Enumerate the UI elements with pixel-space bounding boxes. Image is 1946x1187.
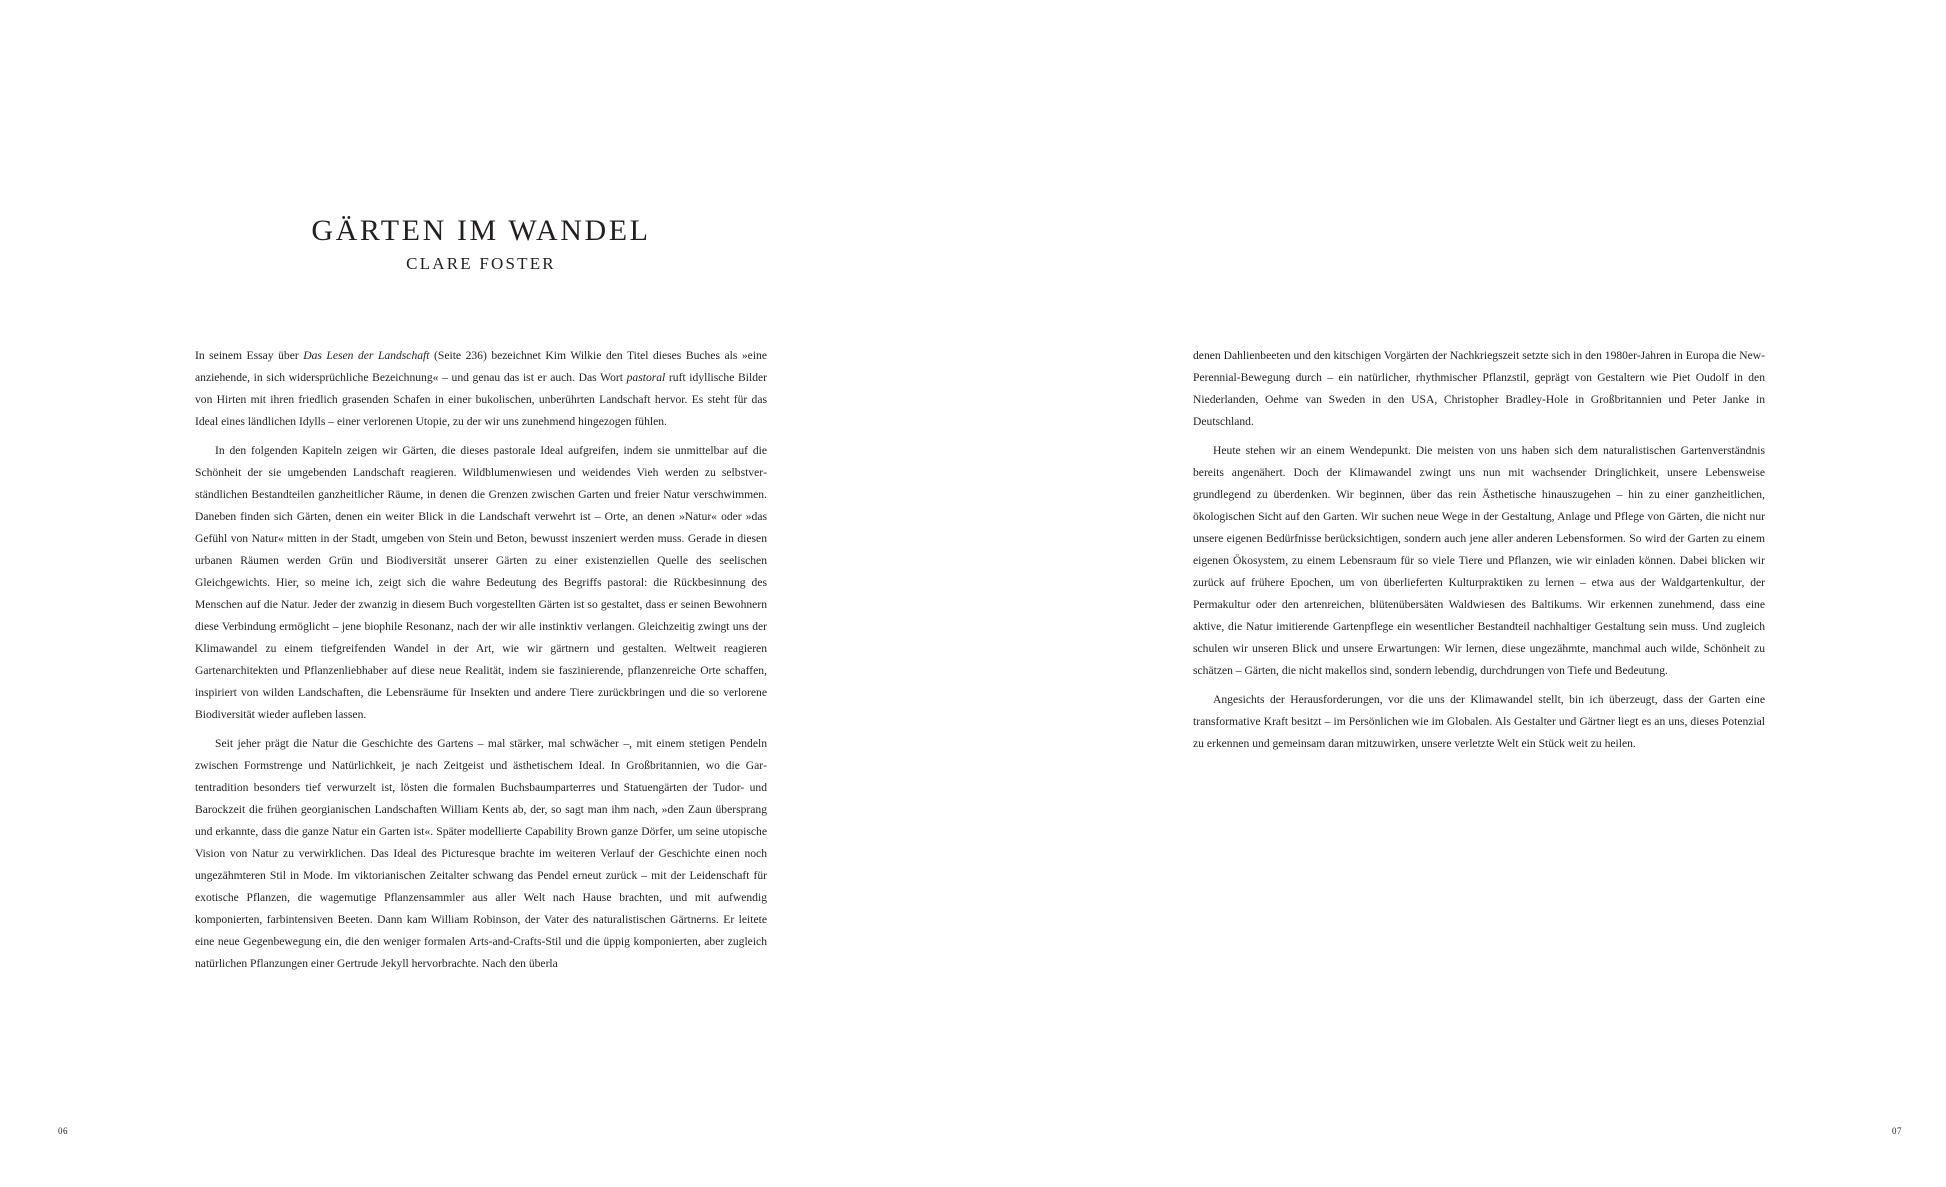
term-pastoral: pastoral [626,371,666,384]
book-title-reference: Das Lesen der Landschaft [303,349,430,362]
essay-header [195,214,767,274]
essay-author: CLARE FOSTER [406,254,556,273]
paragraph-3: Seit jeher prägt die Natur die Geschichte des Gartens – mal stärker, mal schwächer –, mit einem stetigen Pendeln zwischen Formstrenge und Natürlichkeit, je nach Zeitgeist und ästhetischem Ideal. In Großbritannien, wo die Gartentradition besonders tief verwurzelt ist, lösten die formalen Buchsbaumparterres und Statuengärten der Tudor- und Barockzeit die frühen georgianischen Landschaften William Kents ab, der, so sagt man ihm nach, »den Zaun übersprang und erkannte, dass die ganze Natur ein Garten ist«. Später modellierte Capability Brown ganze Dörfer, um seine utopische Vision von Natur zu verwirklichen. Das Ideal des Picturesque brachte im weiteren Verlauf der Geschichte einen noch ungezähmteren Stil in Mode. Im viktorianischen Zeitalter schwang das Pendel erneut zurück – mit der Leidenschaft für exotische Pflanzen, die wagemutige Pflanzensammler aus aller Welt nach Hause brachten, und mit aufwendig komponierten, farbintensiven Beeten. Dann kam William Robinson, der Vater des naturalistischen Gärtnerns. Er leitete eine neue Gegenbewegung ein, die den weniger formalen Arts-and-Crafts-Stil und die üppig komponierten, aber zugleich natürlichen Pflanzungen einer Gertrude Jekyll hervorbrachte. Nach den überla [195,737,767,970]
paragraph-6: Angesichts der Herausforderungen, vor die uns der Klimawandel stellt, bin ich überzeugt, dass der Garten eine transformative Kraft besitzt – im Persönlichen wie im Globalen. Als Gestalter und Gärtner liegt es an uns, dieses Potenzial zu erkennen und gemeinsam daran mitzuwirken, unsere verletzte Welt ein Stück weit zu heilen. [1193,693,1765,750]
essay-title: GÄRTEN IM WANDEL [311,214,651,247]
paragraph-2: In den folgenden Kapiteln zeigen wir Gärten, die dieses pastorale Ideal aufgreifen, indem sie unmittelbar auf die Schönheit der sie umgebenden Landschaft reagieren. Wildblumenwiesen und weidendes Vieh werden zu selbstverständlichen Bestandteilen ganzheitlicher Räume, in denen die Grenzen zwischen Garten und freier Natur verschwimmen. Daneben finden sich Gärten, denen ein weiter Blick in die Landschaft verwehrt ist – Orte, an denen »Natur« oder »das Gefühl von Natur« mitten in der Stadt, umgeben von Stein und Beton, bewusst inszeniert werden muss. Gerade in diesen urbanen Räumen werden Grün und Biodiversität unserer Gärten zu einer existenziellen Quelle des seelischen Gleichgewichts. Hier, so meine ich, zeigt sich die wahre Bedeutung des Begriffs pastoral: die Rückbesinnung des Menschen auf die Natur. Jeder der zwanzig in diesem Buch vorgestellten Gärten ist so gestaltet, dass er seinen Bewohnern diese Verbindung ermöglicht – jene biophile Resonanz, nach der wir alle instinktiv verlangen. Gleichzeitig zwingt uns der Klimawandel zu einem tiefgreifenden Wandel in der Art, wie wir gärtnern und gestalten. Weltweit reagieren Gartenarchitekten und Pflanzenliebhaber auf diese neue Realität, indem sie faszinierende, pflanzenreiche Orte schaffen, inspiriert von wilden Landschaften, die Lebensräume für Insekten und andere Tiere zurückbringen und die so verlorene Biodiversität wieder aufleben lassen. [195,444,767,721]
right-text-column [1193,345,1765,762]
paragraph-1-text-e: ruft idyllische Bilder von Hirten mit ihren friedlich grasenden Schafen in einer bukolischen, unberührten Landschaft hervor. Es steht für das Ideal eines ländlichen Idylls – einer verlorenen Utopie, zu der wir uns zunehmend hingezogen fühlen. [195,371,767,428]
left-text-column [195,345,767,982]
paragraph-5: Heute stehen wir an einem Wendepunkt. Die meisten von uns haben sich dem naturalistischen Gartenverständnis bereits angenähert. Doch der Klimawandel zwingt uns nun mit wachsender Dringlichkeit, unsere Lebensweise grundlegend zu überdenken. Wir beginnen, über das rein Ästhetische hinauszugehen – hin zu einer ganzheitlichen, ökologischen Sicht auf den Garten. Wir suchen neue Wege in der Gestaltung, Anlage und Pflege von Gärten, die nicht nur unsere eigenen Bedürfnisse berücksichtigen, sondern auch jene aller anderen Lebensformen. So wird der Garten zu einem eigenen Ökosystem, zu einem Lebensraum für so viele Tiere und Pflanzen, wie wir einladen können. Dabei blicken wir zurück auf frühere Epochen, um von überlieferten Kulturpraktiken zu lernen – etwa aus der Waldgartenkultur, der Permakultur oder den artenreichen, blütenübersäten Waldwiesen des Baltikums. Wir erkennen zunehmend, dass eine aktive, die Natur imitierende Gartenpflege ein wesentlicher Bestandteil nachhaltiger Gestaltung sein muss. Und zugleich schulen wir unseren Blick und unsere Erwartungen: Wir lernen, diese ungezähmte, manchmal auch wilde, Schönheit zu schätzen – Gärten, die nicht makellos sind, sondern lebendig, durchdrungen von Tiefe und Bedeutung. [1193,444,1765,677]
page-number-right: 07 [1892,1126,1902,1136]
paragraph-4: denen Dahlienbeeten und den kitschigen Vorgärten der Nachkriegszeit setzte sich in den 1980er-Jahren in Europa die New-Perennial-Bewegung durch – ein natürlicher, rhythmischer Pflanzstil, geprägt von Gestaltern wie Piet Oudolf in den Niederlanden, Oehme van Sweden in den USA, Christopher Bradley-Hole in Großbritannien und Peter Janke in Deutschland. [1193,349,1765,428]
right-page [973,0,1946,1187]
paragraph-1-text-a: In seinem Essay über [195,349,304,362]
page-number-left: 06 [58,1126,68,1136]
paragraph-1-text-c: (Seite 236) bezeichnet Kim Wilkie den Titel dieses Buches als »eine anziehende, in sich widersprüchliche Bezeichnung« – und genau das ist er auch. Das Wort [195,349,767,384]
paragraph-1 [195,345,767,433]
